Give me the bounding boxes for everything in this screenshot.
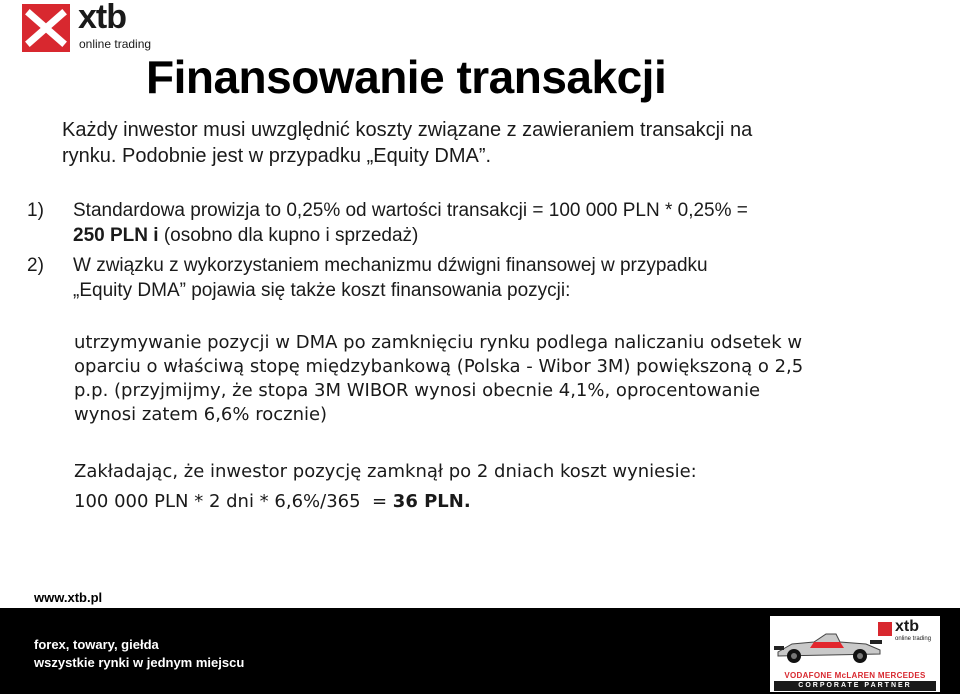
paragraph-line: p.p. (przyjmijmy, że stopa 3M WIBOR wynosi obecnie 4,1%, oprocentowanie	[74, 380, 761, 401]
commission-note: (osobno dla kupno i sprzedaż)	[158, 225, 419, 246]
cost-example	[74, 457, 954, 517]
paragraph-line: wynosi zatem 6,6% rocznie)	[74, 404, 328, 425]
cost-formula	[74, 487, 954, 517]
list-item-text	[73, 253, 953, 303]
race-car-icon	[774, 626, 884, 666]
xtb-logo	[22, 0, 152, 52]
financing-explanation	[74, 331, 954, 427]
paragraph-line: oparciu o właściwą stopę międzybankową (Polska - Wibor 3M) powiększoną o 2,5	[74, 356, 804, 377]
list-item-line: „Equity DMA” pojawia się także koszt finansowania pozycji:	[73, 280, 571, 301]
list-item-text	[73, 198, 953, 248]
list-item-number: 2)	[27, 255, 44, 276]
corporate-partner-badge	[770, 616, 940, 692]
page-title: Finansowanie transakcji	[146, 51, 667, 103]
formula-text: 100 000 PLN * 2 dni * 6,6%/365 =	[74, 491, 393, 512]
intro-line-2: rynku. Podobnie jest w przypadku „Equity DMA”.	[62, 145, 492, 167]
cost-result: 36 PLN.	[392, 491, 471, 512]
partner-label: CORPORATE PARTNER	[774, 681, 936, 691]
list-item-line: Standardowa prowizja to 0,25% od wartości transakcji = 100 000 PLN * 0,25% =	[73, 200, 748, 221]
commission-amount: 250 PLN i	[73, 225, 159, 246]
footer-slogan	[34, 636, 244, 672]
footer-line-2: wszystkie rynki w jednym miejscu	[34, 655, 245, 670]
intro-line-1: Każdy inwestor musi uwzględnić koszty związane z zawieraniem transakcji na	[62, 119, 753, 141]
intro-text	[62, 117, 902, 169]
website-url[interactable]: www.xtb.pl	[34, 590, 103, 605]
partner-logo-tagline: online trading	[895, 636, 932, 642]
paragraph-line: utrzymywanie pozycji w DMA po zamknięciu rynku podlega naliczaniu odsetek w	[74, 332, 803, 353]
xtb-logo-mark	[22, 4, 70, 52]
logo-word: xtb	[78, 0, 126, 36]
footer-bar	[0, 608, 960, 694]
list-item-line: W związku z wykorzystaniem mechanizmu dźwigni finansowej w przypadku	[73, 255, 708, 276]
list-item-line	[73, 223, 953, 248]
partner-xtb-logo	[878, 620, 934, 644]
partner-team-name: VODAFONE McLAREN MERCEDES	[784, 671, 926, 680]
partner-logo-word: xtb	[895, 618, 919, 635]
footer-line-1: forex, towary, giełda	[34, 637, 159, 652]
logo-tagline: online trading	[79, 37, 152, 51]
paragraph-line: Zakładając, że inwestor pozycję zamknął po 2 dniach koszt wyniesie:	[74, 461, 697, 482]
list-item-number: 1)	[27, 200, 44, 221]
